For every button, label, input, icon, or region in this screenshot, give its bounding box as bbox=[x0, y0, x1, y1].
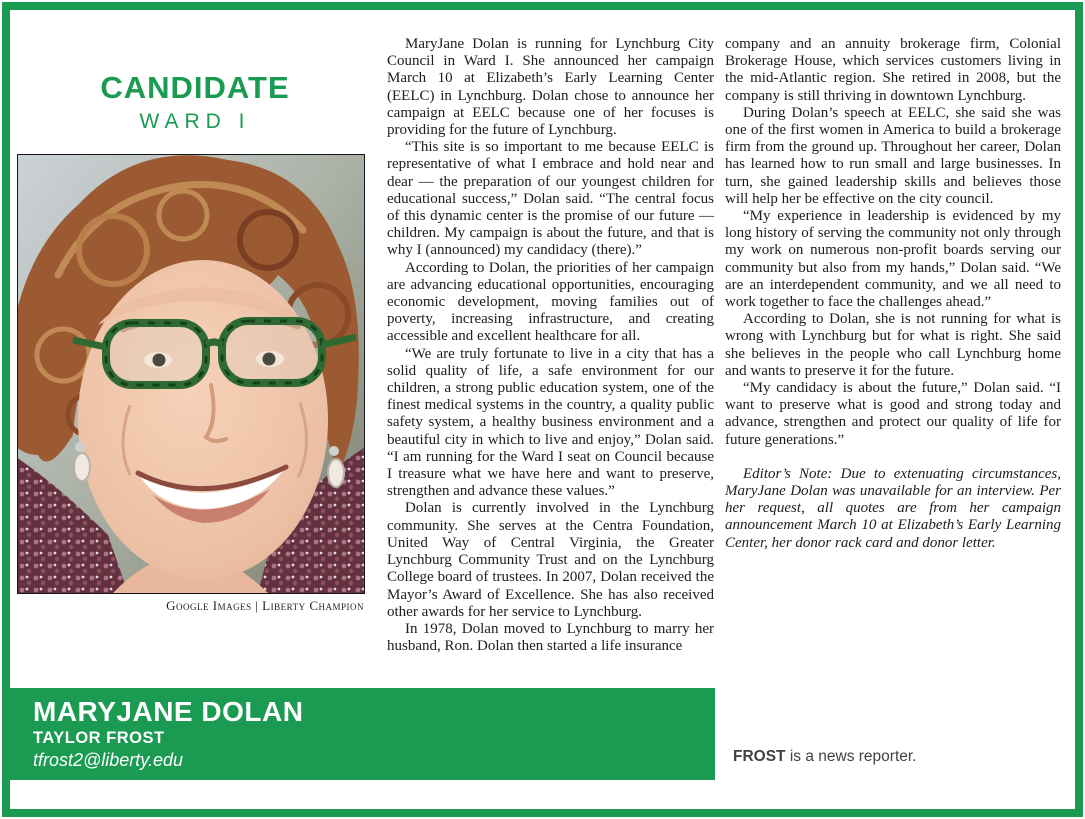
candidate-portrait-photo bbox=[17, 154, 365, 594]
candidate-heading bbox=[20, 70, 370, 134]
article-paragraph: “My experience in leadership is evidenced by my long history of serving the community not only through my work on numerous non-profit boards serving our community but also from my hands,” Dolan said. “We are an interdependent community, and we all need to work together to face the challenges ahead.” bbox=[725, 208, 1061, 311]
article-column-2 bbox=[725, 36, 1061, 552]
kicker-title: CANDIDATE bbox=[100, 70, 290, 105]
article-paragraph: company and an annuity brokerage firm, Colonial Brokerage House, which services customers living in the mid-Atlantic region. She retired in 2008, but the company is still thriving in downtown Lynchburg. bbox=[725, 36, 1061, 104]
ward-subtitle: WARD I bbox=[139, 110, 251, 133]
article-paragraph: During Dolan’s speech at EELC, she said she was one of the first women in America to build a brokerage firm from the ground up. Throughout her career, Dolan has learned how to run small and large businesses. In turn, she gained leadership skills and believes those will help her be effective on the city council. bbox=[725, 104, 1061, 207]
article-paragraph: According to Dolan, she is not running for what is wrong with Lynchburg but for what is right. She said she believes in the people who call Lynchburg home and wants to preserve it for the future. bbox=[725, 311, 1061, 379]
photo-credit-caption: Google Images | Liberty Champion bbox=[166, 598, 364, 613]
author-email: tfrost2@liberty.edu bbox=[33, 750, 184, 771]
reporter-credit-line bbox=[733, 748, 916, 766]
editors-note: Editor’s Note: Due to extenuating circumstances, MaryJane Dolan was unavailable for an interview. Per her request, all quotes are from her campaign announcement March 10 at Elizabeth’s Early Learning Center, her donor rack card and donor letter. bbox=[725, 465, 1061, 551]
article-paragraph: In 1978, Dolan moved to Lynchburg to marry her husband, Ron. Dolan then started a life insurance bbox=[387, 620, 714, 655]
article-paragraph: According to Dolan, the priorities of her campaign are advancing educational opportunities, encouraging economic development, moving families out of poverty, increasing infrastructure, and creating accessible and excellent healthcare for all. bbox=[387, 259, 714, 345]
reporter-surname: FROST bbox=[733, 748, 786, 765]
author-name: TAYLOR FROST bbox=[33, 729, 165, 748]
article-paragraph: MaryJane Dolan is running for Lynchburg City Council in Ward I. She announced her campaign March 10 at Elizabeth’s Early Learning Center (EELC) in Lynchburg. Dolan chose to announce her campaign at EELC because one of her focuses is providing for the future of Lynchburg. bbox=[387, 36, 714, 139]
byline-banner bbox=[2, 688, 715, 780]
portrait-illustration bbox=[18, 155, 364, 593]
candidate-name: MARYJANE DOLAN bbox=[33, 696, 304, 727]
article-column-1 bbox=[387, 36, 714, 655]
article-paragraph: “My candidacy is about the future,” Dolan said. “I want to preserve what is good and strong today and advance, strengthen and protect our quality of life for future generations.” bbox=[725, 380, 1061, 448]
reporter-credit-text: is a news reporter. bbox=[785, 748, 917, 765]
article-paragraph: “We are truly fortunate to live in a city that has a solid quality of life, a safe environment for our children, a strong public education system, one of the finest medical systems in the country, a quality public safety system, a healthy business environment and a beautiful city in which to live and enjoy,” Dolan said. “I am running for the Ward I seat on Council because I treasure what we have here and want to preserve, strengthen and advance these values.” bbox=[387, 345, 714, 500]
article-paragraph: “This site is so important to me because EELC is representative of what I embrace and hold near and dear — the preparation of our youngest children for educational success,” Dolan said. “The central focus of this dynamic center is the promise of our future — children. My campaign is about the future, and that is why I (announced) my candidacy (there).” bbox=[387, 139, 714, 259]
article-paragraph: Dolan is currently involved in the Lynchburg community. She serves at the Centra Foundation, United Way of Central Virginia, the Greater Lynchburg Community Trust and on the Lynchburg College board of trustees. In 2007, Dolan received the Mayor’s Award of Excellence. She has also received other awards for her service to Lynchburg. bbox=[387, 500, 714, 620]
